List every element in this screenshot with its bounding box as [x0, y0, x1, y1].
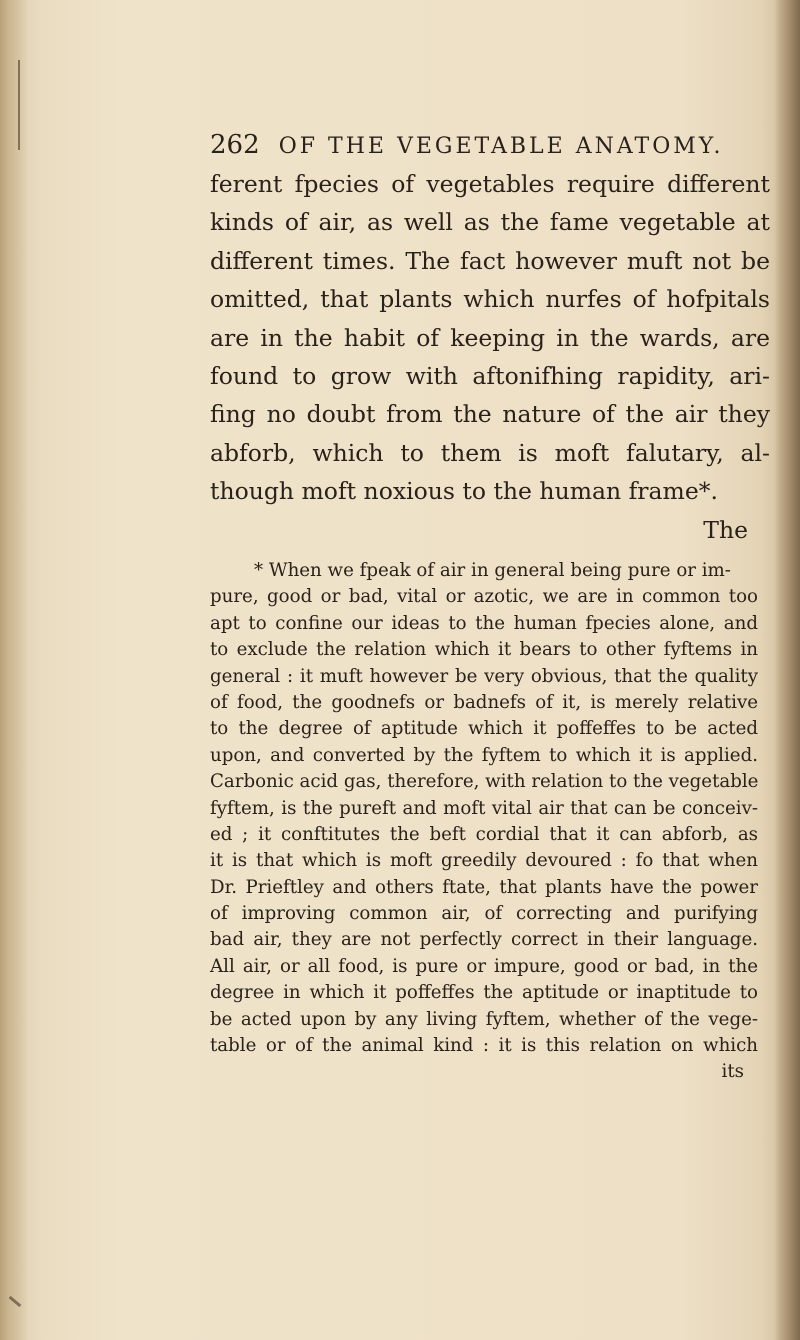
text-line: fing no doubt from the nature of the air they	[210, 400, 770, 429]
main-text	[210, 165, 770, 549]
page-gutter-shadow	[0, 0, 28, 1340]
text-line: though moft noxious to the human frame*.	[210, 477, 718, 506]
footnote-line: be acted upon by any living fyftem, whether of the vege-	[210, 1008, 758, 1030]
footnote-line: apt to confine our ideas to the human fpecies alone, and	[210, 612, 758, 634]
footnote-line: fyftem, is the pureft and moft vital air that can be conceiv-	[210, 797, 758, 819]
footnote-line: degree in which it poffeffes the aptitude or inaptitude to	[210, 982, 758, 1004]
footnote-line: ed ; it conftitutes the beft cordial that it can abforb, as	[210, 823, 758, 845]
catchword: The	[703, 515, 748, 544]
text-line: different times. The fact however muft not be	[210, 246, 770, 275]
text-line: kinds of air, as well as the fame vegetable at	[210, 208, 770, 237]
footnote-line: of food, the goodnefs or badnefs of it, is merely relative	[210, 691, 758, 713]
footnote-line: of improving common air, of correcting and purifying	[210, 903, 758, 925]
text-line: found to grow with aftonifhing rapidity, ari-	[210, 361, 770, 390]
footnote-line: Dr. Prieftley and others ftate, that plants have the power	[210, 876, 758, 898]
footnote-catchword: its	[721, 1061, 744, 1083]
footnote-line: All air, or all food, is pure or impure, good or bad, in the	[210, 955, 758, 977]
running-header	[210, 130, 724, 164]
text-line: are in the habit of keeping in the wards, are	[210, 323, 770, 352]
footnote-line: Carbonic acid gas, therefore, with relation to the vegetable	[210, 771, 759, 793]
page-number: 262	[210, 130, 260, 160]
footnote-line: table or of the animal kind : it is this relation on which	[210, 1035, 758, 1057]
text-line: abforb, which to them is moft falutary, al-	[210, 438, 770, 467]
page-edge-shadow	[774, 0, 800, 1340]
footnote-line: * When we fpeak of air in general being pure or im-	[254, 560, 731, 581]
footnote-line: it is that which is moft greedily devoured : fo that when	[210, 850, 758, 872]
footnote-line: pure, good or bad, vital or azotic, we are in common too	[210, 586, 758, 608]
running-title: OF THE VEGETABLE ANATOMY.	[278, 134, 724, 159]
text-line: ferent fpecies of vegetables require different	[210, 170, 770, 198]
footnote-line: bad air, they are not perfectly correct in their language.	[210, 929, 758, 951]
footnote-line: to the degree of aptitude which it poffeffes to be acted	[210, 718, 758, 740]
footnote-line: to exclude the relation which it bears to other fyftems in	[210, 639, 758, 661]
margin-ink-mark	[18, 60, 20, 150]
footnote-line: upon, and converted by the fyftem to which it is applied.	[210, 744, 758, 766]
footnote-line: general : it muft however be very obvious, that the quality	[210, 665, 758, 687]
text-line: omitted, that plants which nurfes of hofpitals	[210, 285, 770, 314]
footnote	[210, 558, 758, 1086]
